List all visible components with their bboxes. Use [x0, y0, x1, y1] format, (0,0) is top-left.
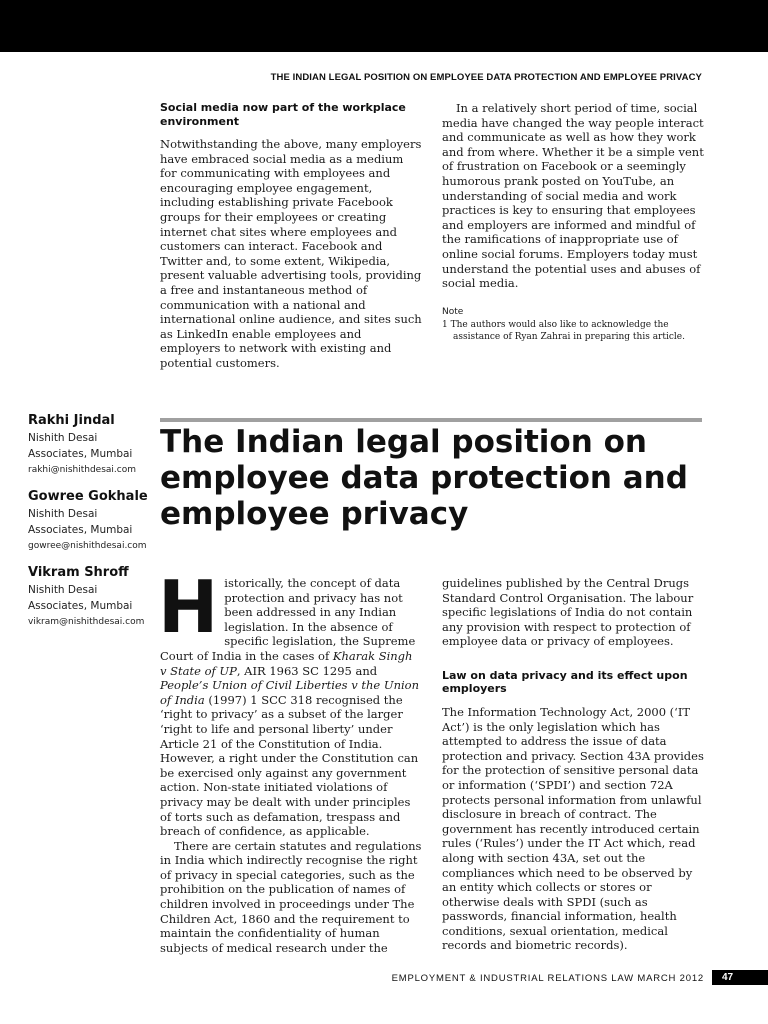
running-head: THE INDIAN LEGAL POSITION ON EMPLOYEE DATA PROTECTION AND EMPLOYEE PRIVACY: [270, 72, 702, 83]
author-affiliation: Nishith Desai Associates, Mumbai: [28, 584, 133, 612]
author-email[interactable]: vikram@nishithdesai.com: [28, 617, 145, 627]
section-heading-law-on-data-privacy: Law on data privacy and its effect upon employers: [442, 668, 688, 696]
section-heading-social-media: Social media now part of the workplace environment: [160, 101, 406, 128]
top-black-bar: [0, 0, 768, 52]
social-media-paragraph: Notwithstanding the above, many employers have embraced social media as a medium for communicating with employees and encouraging employee engagement, including establishing private Facebook groups for their employees or creating internet chat sites where employees and customers can interact. Facebook and Twitter and, to some extent, Wikipedia, present valuable advertising tools, providing a free and instantaneous method of communication with a national and international online audience, and sites such as LinkedIn enable employees and employers to network with existing and potential customers.: [160, 137, 422, 370]
article-title: The Indian legal position on employee data protection and employee privacy: [160, 424, 688, 532]
body-left-column: [158, 565, 422, 955]
journal-footer: EMPLOYMENT & INDUSTRIAL RELATIONS LAW MARCH 2012: [391, 973, 704, 984]
statutes-paragraph: There are certain statutes and regulations in India which indirectly recognise the right of privacy in special categories, such as the prohibition on the publication of names of children involved in proceedings under The Children Act, 1860 and the requirement to maintain the confidentiality of human subjects of medical research under the: [160, 838, 422, 955]
author-email[interactable]: gowree@nishithdesai.com: [28, 541, 147, 551]
intro-text-a: istorically, the concept of data protection and privacy has not been addressed in any Indian legislation. In the absence of specific legislation, the Supreme Court of India in the cases of: [160, 576, 416, 663]
case-citation: People’s Union of Civil Liberties v the Union of India: [160, 678, 419, 707]
author-email[interactable]: rakhi@nishithdesai.com: [28, 465, 136, 475]
guidelines-paragraph: guidelines published by the Central Drugs Standard Control Organisation. The labour specific legislations of India do not contain any provision with respect to protection of employee data or privacy of employees.: [442, 576, 694, 649]
note-text: 1 The authors would also like to acknowledge the assistance of Ryan Zahrai in preparing this article.: [442, 320, 685, 343]
intro-paragraph: [158, 565, 422, 839]
author-entry: [28, 488, 156, 554]
author-affiliation: Nishith Desai Associates, Mumbai: [28, 508, 133, 536]
author-name: Rakhi Jindal: [28, 413, 115, 428]
page-number: 47: [712, 970, 768, 985]
it-act-paragraph: The Information Technology Act, 2000 (‘IT Act’) is the only legislation which has attempted to address the issue of data protection and privacy. Section 43A provides for the protection of sensitive personal data or information (‘SPDI’) and section 72A protects personal information from unlawful disclosure in breach of contract. The government has recently introduced certain rules (‘Rules’) under the IT Act which, read along with section 43A, set out the compliances which need to be observed by an entity which collects or stores or otherwise deals with SPDI (such as passwords, financial information, health conditions, sexual orientation, medical records and biometric records).: [442, 704, 704, 953]
social-media-paragraph-2: In a relatively short period of time, social media have changed the way people interact and communicate as well as how they work and from where. Whether it be a simple vent of frustration on Facebook or a seemingly humorous prank posted on YouTube, an understanding of social media and work practices is key to ensuring that employees and employers are informed and mindful of the ramifications of inappropriate use of online social forums. Employers today must understand the potential uses and abuses of social media.: [442, 101, 704, 291]
author-affiliation: Nishith Desai Associates, Mumbai: [28, 432, 133, 460]
intro-text-c: (1997) 1 SCC 318 recognised the ‘right to privacy’ as a subset of the larger ‘right to life and personal liberty’ under Article 21 of the Constitution of India. However, a right under the Constitution can be exercised only against any government action. Non-state initiated violations of privacy may be dealt with under principles of torts such as defamation, trespass and breach of confidence, as applicable.: [160, 692, 419, 839]
author-name: Vikram Shroff: [28, 565, 129, 580]
body-right-column: [442, 576, 704, 953]
note-label: Note: [442, 306, 464, 317]
top-left-column: [160, 101, 422, 371]
author-entry: [28, 564, 156, 630]
title-rule: [160, 418, 702, 422]
author-entry: [28, 412, 156, 478]
author-list: [28, 412, 156, 640]
drop-cap: H: [158, 565, 219, 649]
top-right-column: [442, 101, 704, 343]
intro-text-b: , AIR 1963 SC 1295 and: [236, 663, 378, 678]
author-name: Gowree Gokhale: [28, 489, 148, 504]
case-citation: Kharak Singh v State of UP: [160, 648, 413, 678]
